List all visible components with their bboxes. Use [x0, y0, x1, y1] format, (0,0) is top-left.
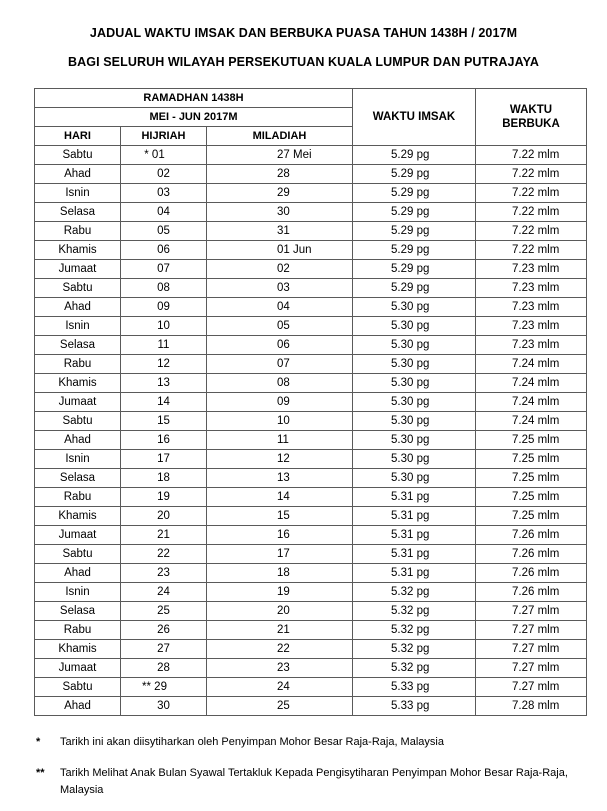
miladiah-cell: 09 — [207, 393, 353, 412]
miladiah-cell: 01 Jun — [207, 241, 353, 260]
hari-cell: Rabu — [35, 621, 121, 640]
hijriah-cell: 04 — [121, 203, 207, 222]
hari-cell: Isnin — [35, 317, 121, 336]
imsak-time-cell: 5.32 pg — [353, 583, 476, 602]
hijriah-cell: 25 — [121, 602, 207, 621]
berbuka-time-cell: 7.25 mlm — [476, 507, 587, 526]
miladiah-cell: 30 — [207, 203, 353, 222]
footnote-text: Tarikh Melihat Anak Bulan Syawal Tertakluk Kepada Pengisytiharan Penyimpan Mohor Besar Raja-Raja, Malaysia — [60, 767, 568, 796]
hari-cell: Sabtu — [35, 412, 121, 431]
imsak-time-cell: 5.31 pg — [353, 545, 476, 564]
imsak-time-cell: 5.32 pg — [353, 659, 476, 678]
imsak-time-cell: 5.29 pg — [353, 222, 476, 241]
miladiah-cell: 14 — [207, 488, 353, 507]
hari-cell: Isnin — [35, 583, 121, 602]
berbuka-time-cell: 7.22 mlm — [476, 146, 587, 165]
table-row — [35, 450, 587, 469]
berbuka-time-cell: 7.25 mlm — [476, 488, 587, 507]
miladiah-cell: 29 — [207, 184, 353, 203]
miladiah-cell: 15 — [207, 507, 353, 526]
miladiah-cell: 05 — [207, 317, 353, 336]
hari-cell: Selasa — [35, 203, 121, 222]
table-row — [35, 393, 587, 412]
berbuka-header — [476, 89, 587, 146]
ramadhan-header: RAMADHAN 1438H — [35, 89, 353, 108]
berbuka-time-cell: 7.22 mlm — [476, 165, 587, 184]
imsak-time-cell: 5.30 pg — [353, 393, 476, 412]
hijriah-cell: 16 — [121, 431, 207, 450]
table-row — [35, 583, 587, 602]
table-row — [35, 374, 587, 393]
hijriah-cell: 10 — [121, 317, 207, 336]
imsak-time-cell: 5.30 pg — [353, 469, 476, 488]
imsak-time-cell: 5.30 pg — [353, 336, 476, 355]
berbuka-time-cell: 7.25 mlm — [476, 431, 587, 450]
hari-cell: Khamis — [35, 374, 121, 393]
miladiah-cell: 24 — [207, 678, 353, 697]
table-row — [35, 431, 587, 450]
hijriah-cell: 20 — [121, 507, 207, 526]
miladiah-cell: 28 — [207, 165, 353, 184]
table-row — [35, 184, 587, 203]
hijriah-cell: 22 — [121, 545, 207, 564]
hijriah-cell: 23 — [121, 564, 207, 583]
berbuka-time-cell: 7.24 mlm — [476, 374, 587, 393]
berbuka-time-cell: 7.27 mlm — [476, 602, 587, 621]
hari-cell: Isnin — [35, 450, 121, 469]
table-row — [35, 203, 587, 222]
hari-cell: Khamis — [35, 507, 121, 526]
berbuka-time-cell: 7.25 mlm — [476, 469, 587, 488]
hijriah-cell: 24 — [121, 583, 207, 602]
imsak-time-cell: 5.29 pg — [353, 146, 476, 165]
table-row — [35, 469, 587, 488]
imsak-time-cell: 5.31 pg — [353, 488, 476, 507]
table-row — [35, 545, 587, 564]
hijriah-cell: 17 — [121, 450, 207, 469]
berbuka-time-cell: 7.24 mlm — [476, 355, 587, 374]
berbuka-time-cell: 7.25 mlm — [476, 450, 587, 469]
months-header: MEI - JUN 2017M — [35, 108, 353, 127]
berbuka-time-cell: 7.26 mlm — [476, 545, 587, 564]
hari-cell: Jumaat — [35, 659, 121, 678]
hijriah-cell: 07 — [121, 260, 207, 279]
berbuka-time-cell: 7.26 mlm — [476, 526, 587, 545]
hijriah-cell: 11 — [121, 336, 207, 355]
hari-cell: Khamis — [35, 640, 121, 659]
miladiah-cell: 23 — [207, 659, 353, 678]
table-row — [35, 336, 587, 355]
miladiah-cell: 11 — [207, 431, 353, 450]
imsak-time-cell: 5.30 pg — [353, 374, 476, 393]
hijriah-cell: 15 — [121, 412, 207, 431]
berbuka-time-cell: 7.28 mlm — [476, 697, 587, 716]
miladiah-cell: 06 — [207, 336, 353, 355]
imsak-time-cell: 5.30 pg — [353, 317, 476, 336]
miladiah-cell: 07 — [207, 355, 353, 374]
berbuka-time-cell: 7.26 mlm — [476, 583, 587, 602]
miladiah-cell: 31 — [207, 222, 353, 241]
table-row — [35, 640, 587, 659]
table-row — [35, 697, 587, 716]
footnote-single-asterisk — [36, 734, 596, 752]
berbuka-time-cell: 7.27 mlm — [476, 640, 587, 659]
hijriah-cell: 19 — [121, 488, 207, 507]
miladiah-header: MILADIAH — [207, 127, 353, 146]
imsak-time-cell: 5.30 pg — [353, 412, 476, 431]
miladiah-cell: 08 — [207, 374, 353, 393]
table-row — [35, 279, 587, 298]
berbuka-time-cell: 7.23 mlm — [476, 317, 587, 336]
imsak-time-cell: 5.30 pg — [353, 450, 476, 469]
miladiah-cell: 25 — [207, 697, 353, 716]
table-row — [35, 412, 587, 431]
imsak-time-cell: 5.29 pg — [353, 165, 476, 184]
hijriah-cell: 27 — [121, 640, 207, 659]
miladiah-cell: 18 — [207, 564, 353, 583]
hijriah-cell: 30 — [121, 697, 207, 716]
table-row — [35, 298, 587, 317]
hari-cell: Sabtu — [35, 146, 121, 165]
miladiah-cell: 19 — [207, 583, 353, 602]
hijriah-cell: ** 29 — [121, 678, 207, 697]
hari-cell: Isnin — [35, 184, 121, 203]
imsak-time-cell: 5.30 pg — [353, 431, 476, 450]
hari-cell: Jumaat — [35, 526, 121, 545]
table-row — [35, 260, 587, 279]
hijriah-cell: 08 — [121, 279, 207, 298]
hari-cell: Ahad — [35, 431, 121, 450]
hijriah-cell: 12 — [121, 355, 207, 374]
hari-cell: Rabu — [35, 222, 121, 241]
berbuka-time-cell: 7.24 mlm — [476, 393, 587, 412]
imsak-time-cell: 5.29 pg — [353, 279, 476, 298]
miladiah-cell: 16 — [207, 526, 353, 545]
document-title: JADUAL WAKTU IMSAK DAN BERBUKA PUASA TAHUN 1438H / 2017M — [89, 26, 518, 40]
hari-cell: Ahad — [35, 298, 121, 317]
miladiah-cell: 02 — [207, 260, 353, 279]
footnote-text: Tarikh ini akan diisytiharkan oleh Penyimpan Mohor Besar Raja-Raja, Malaysia — [60, 736, 444, 748]
imsak-header-label: WAKTU IMSAK — [372, 111, 456, 123]
document-subtitle: BAGI SELURUH WILAYAH PERSEKUTUAN KUALA LUMPUR DAN PUTRAJAYA — [68, 55, 539, 69]
imsak-time-cell: 5.29 pg — [353, 260, 476, 279]
table-row — [35, 621, 587, 640]
hari-cell: Sabtu — [35, 678, 121, 697]
berbuka-time-cell: 7.24 mlm — [476, 412, 587, 431]
table-row — [35, 602, 587, 621]
footnote-symbol: ** — [36, 767, 45, 779]
hijriah-cell: 28 — [121, 659, 207, 678]
imsak-time-cell: 5.30 pg — [353, 355, 476, 374]
hari-cell: Khamis — [35, 241, 121, 260]
hijriah-cell: 26 — [121, 621, 207, 640]
table-row — [35, 222, 587, 241]
berbuka-time-cell: 7.23 mlm — [476, 298, 587, 317]
hari-cell: Selasa — [35, 336, 121, 355]
berbuka-time-cell: 7.27 mlm — [476, 621, 587, 640]
hijriah-cell: 13 — [121, 374, 207, 393]
imsak-time-cell: 5.31 pg — [353, 526, 476, 545]
table-row — [35, 507, 587, 526]
table-row — [35, 564, 587, 583]
imsak-time-cell: 5.31 pg — [353, 564, 476, 583]
berbuka-time-cell: 7.23 mlm — [476, 260, 587, 279]
berbuka-time-cell: 7.23 mlm — [476, 336, 587, 355]
table-row — [35, 678, 587, 697]
berbuka-time-cell: 7.22 mlm — [476, 241, 587, 260]
berbuka-time-cell: 7.22 mlm — [476, 184, 587, 203]
hijriah-cell: 06 — [121, 241, 207, 260]
hari-cell: Ahad — [35, 165, 121, 184]
hari-cell: Selasa — [35, 469, 121, 488]
berbuka-time-cell: 7.22 mlm — [476, 203, 587, 222]
miladiah-cell: 13 — [207, 469, 353, 488]
hari-cell: Ahad — [35, 697, 121, 716]
berbuka-time-cell: 7.22 mlm — [476, 222, 587, 241]
hijriah-cell: 14 — [121, 393, 207, 412]
hari-cell: Rabu — [35, 355, 121, 374]
footnote-symbol: * — [36, 736, 41, 748]
hijriah-cell: 18 — [121, 469, 207, 488]
miladiah-cell: 10 — [207, 412, 353, 431]
berbuka-header-line1: WAKTU — [509, 104, 553, 116]
hijriah-cell: 09 — [121, 298, 207, 317]
hari-cell: Jumaat — [35, 260, 121, 279]
imsak-time-cell: 5.33 pg — [353, 678, 476, 697]
berbuka-time-cell: 7.26 mlm — [476, 564, 587, 583]
imsak-time-cell: 5.29 pg — [353, 241, 476, 260]
hari-cell: Sabtu — [35, 545, 121, 564]
imsak-time-cell: 5.32 pg — [353, 621, 476, 640]
imsak-header — [353, 89, 476, 146]
imsak-time-cell: 5.30 pg — [353, 298, 476, 317]
hijriah-cell: 02 — [121, 165, 207, 184]
berbuka-time-cell: 7.27 mlm — [476, 678, 587, 697]
hijriah-cell: 03 — [121, 184, 207, 203]
schedule-body — [35, 146, 587, 716]
miladiah-cell: 20 — [207, 602, 353, 621]
miladiah-cell: 17 — [207, 545, 353, 564]
hijriah-header: HIJRIAH — [121, 127, 207, 146]
miladiah-cell: 21 — [207, 621, 353, 640]
imsak-time-cell: 5.32 pg — [353, 640, 476, 659]
imsak-time-cell: 5.29 pg — [353, 184, 476, 203]
imsak-time-cell: 5.31 pg — [353, 507, 476, 526]
imsak-time-cell: 5.33 pg — [353, 697, 476, 716]
hari-cell: Selasa — [35, 602, 121, 621]
table-row — [35, 317, 587, 336]
hijriah-cell: 05 — [121, 222, 207, 241]
table-row — [35, 355, 587, 374]
table-row — [35, 526, 587, 545]
miladiah-cell: 12 — [207, 450, 353, 469]
table-row — [35, 659, 587, 678]
imsak-time-cell: 5.32 pg — [353, 602, 476, 621]
hari-cell: Rabu — [35, 488, 121, 507]
miladiah-cell: 27 Mei — [207, 146, 353, 165]
berbuka-time-cell: 7.23 mlm — [476, 279, 587, 298]
miladiah-cell: 03 — [207, 279, 353, 298]
table-row — [35, 488, 587, 507]
hari-header: HARI — [35, 127, 121, 146]
berbuka-time-cell: 7.27 mlm — [476, 659, 587, 678]
imsak-time-cell: 5.29 pg — [353, 203, 476, 222]
table-row — [35, 165, 587, 184]
table-row — [35, 146, 587, 165]
hijriah-cell: * 01 — [121, 146, 207, 165]
footnote-double-asterisk — [36, 765, 596, 801]
schedule-table — [34, 88, 587, 716]
berbuka-header-line2: BERBUKA — [502, 118, 560, 130]
hari-cell: Ahad — [35, 564, 121, 583]
hari-cell: Jumaat — [35, 393, 121, 412]
table-row — [35, 241, 587, 260]
hari-cell: Sabtu — [35, 279, 121, 298]
hijriah-cell: 21 — [121, 526, 207, 545]
miladiah-cell: 04 — [207, 298, 353, 317]
miladiah-cell: 22 — [207, 640, 353, 659]
